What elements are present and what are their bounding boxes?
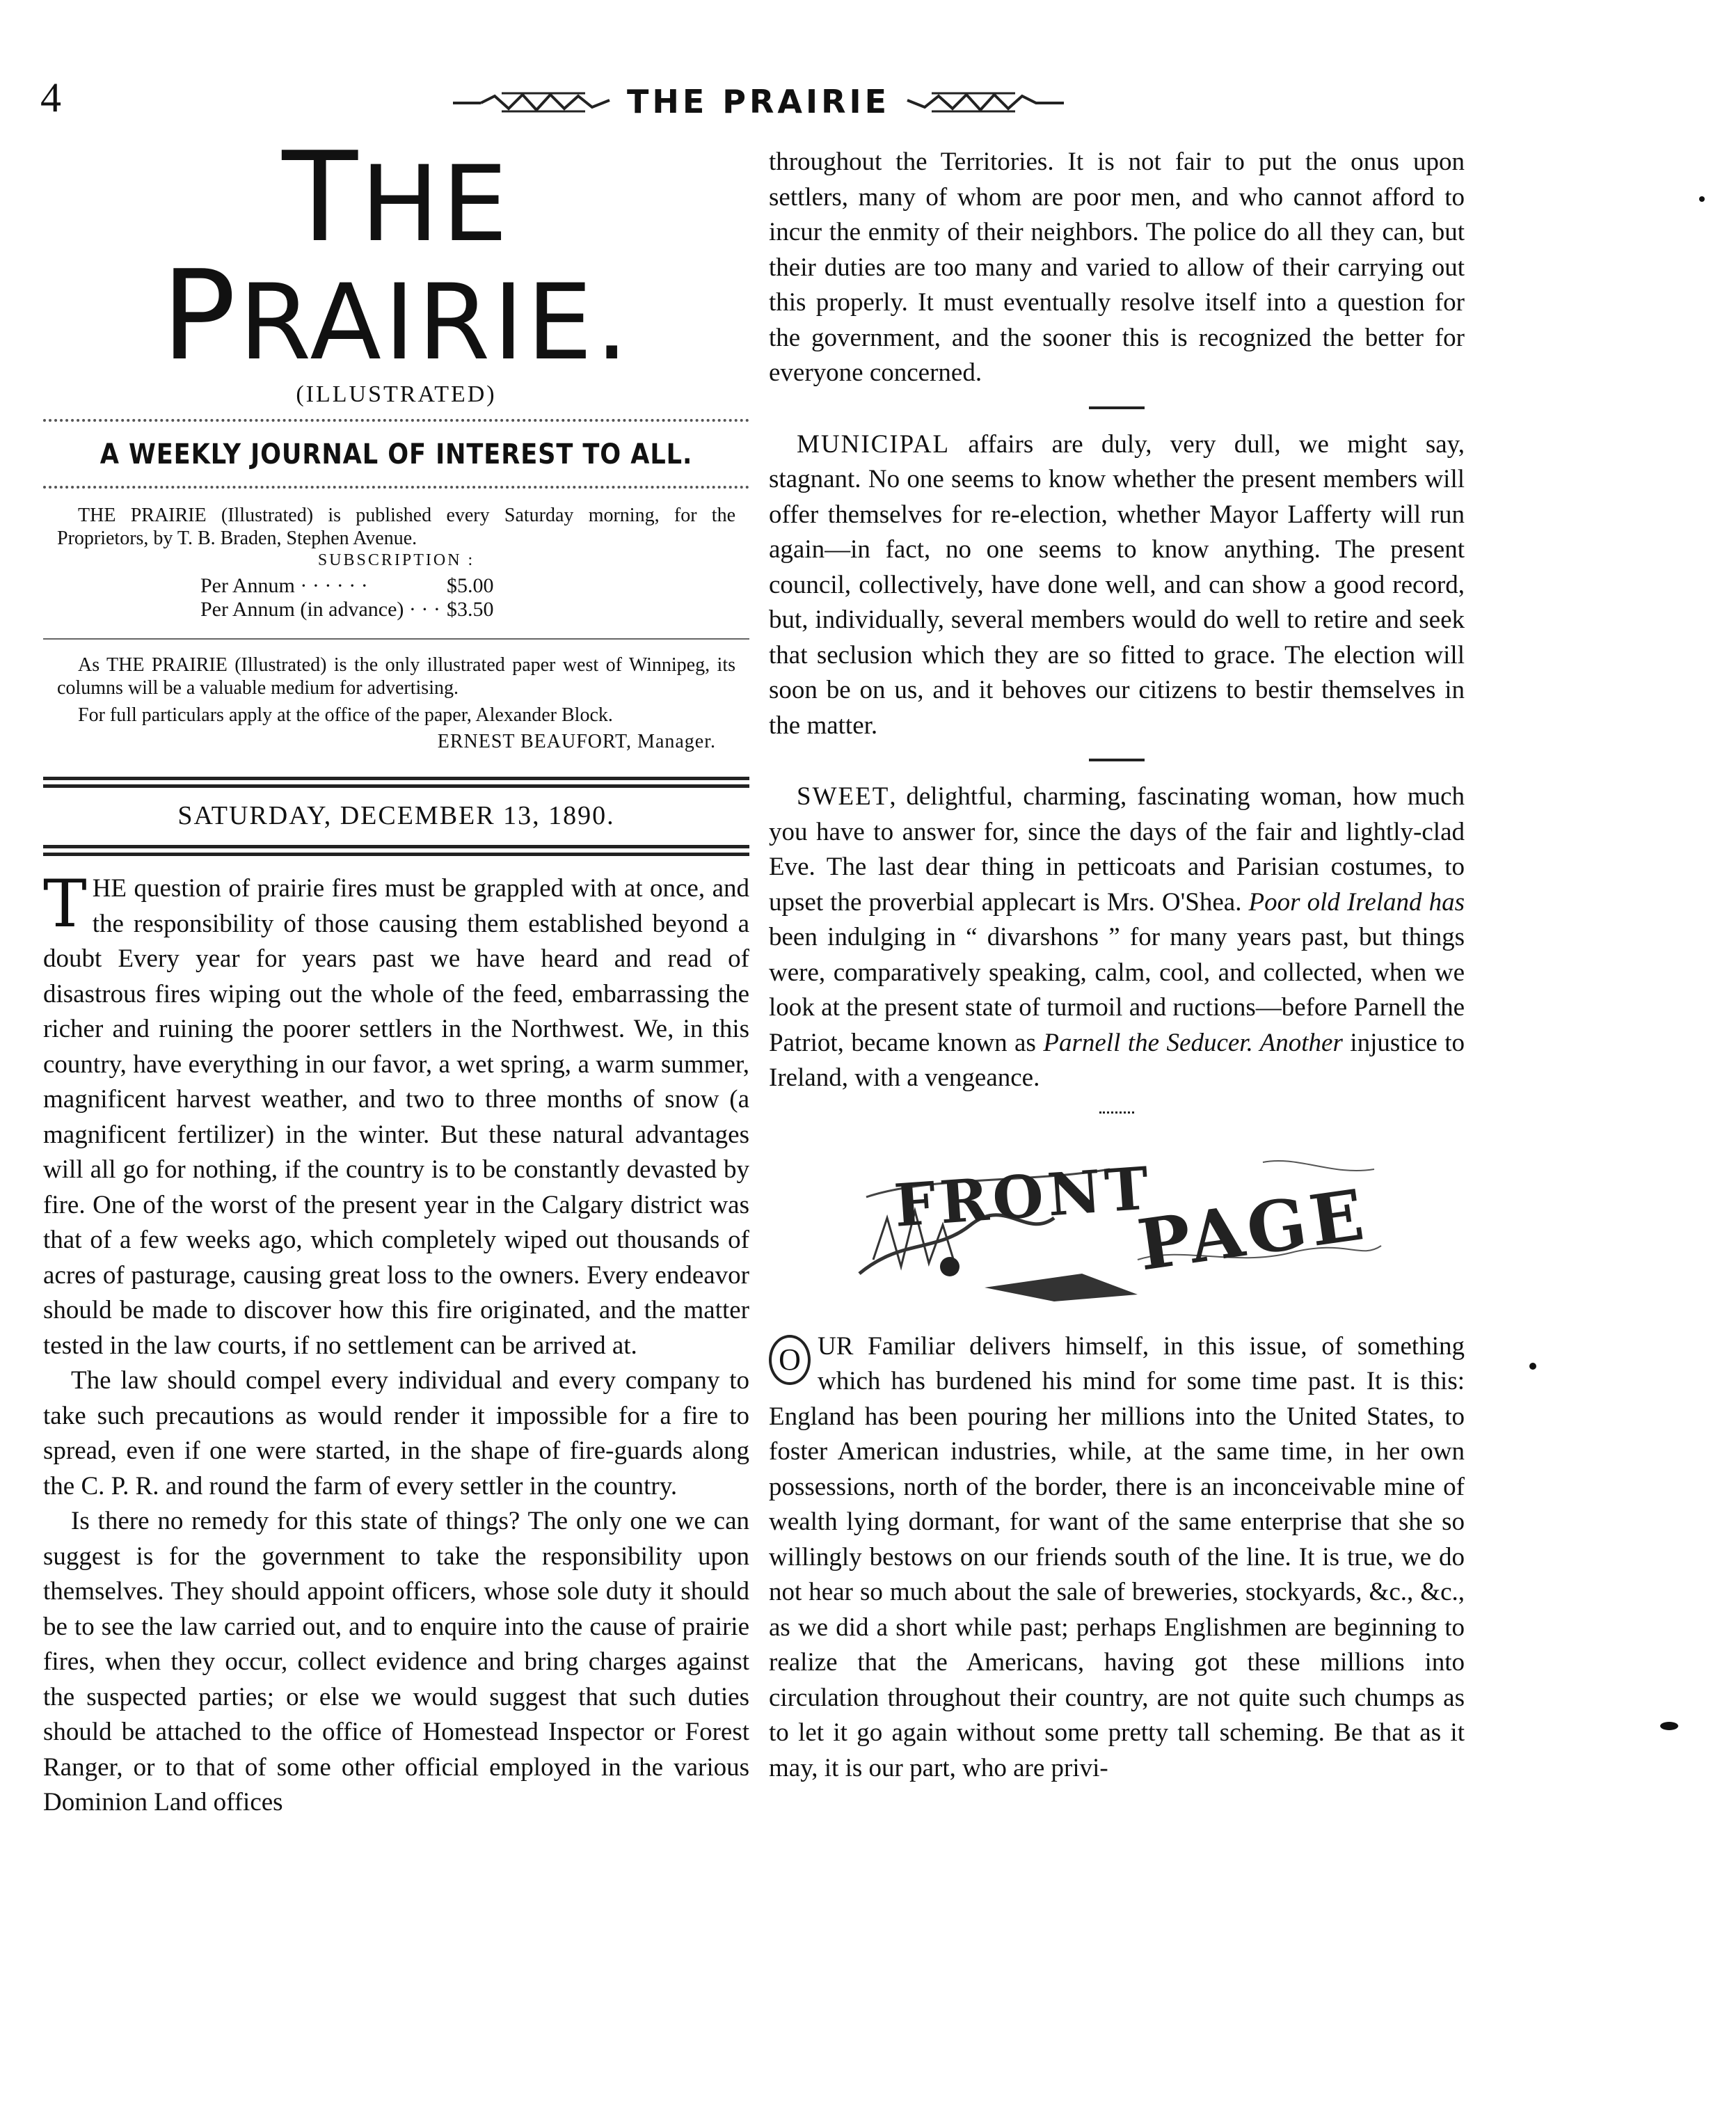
dateline: SATURDAY, DECEMBER 13, 1890. [177,801,615,830]
double-rule [43,845,749,856]
sweet-woman-paragraph: SWEET, delightful, charming, fascinating woman, how much you have to answer for, since the days of the fair and lightly-clad Eve. The last dear thing in petticoats and Parisian costumes, to upset the proverbial applecart is Mrs. O'Shea. Poor old Ireland has been indulging in “ divarshons ” for many years past, but things were, comparatively speaking, calm, cool, and collected, when we look at the present state of turmoil and ructions—before Parnell the Patriot, became known as Parnell the Seducer. Another injustice to Ireland, with a vengeance. [769,782,1465,1092]
drop-cap: O [769,1335,811,1385]
section-divider [1089,759,1145,761]
right-ornament-icon [904,88,1064,116]
thin-divider [43,638,749,640]
left-ornament-icon [453,88,613,116]
advertising-note: As THE PRAIRIE (Illustrated) is the only illustrated paper west of Winnipeg, its columns will be a valuable medium for advertising. [57,654,735,699]
masthead-title: THE PRAIRIE. [161,125,632,388]
front-page-banner [845,1134,1388,1308]
left-column [43,125,749,1821]
ink-speck [1529,1363,1536,1370]
subscription-table [43,574,749,621]
fires-continuation: throughout the Territories. It is not fair to put the onus upon settlers, many of whom are poor men, and who cannot afford to incur the enmity of their neighbors. The police do all they can, but their duties are too many and varied to allow of their carrying out this properly. It must eventually resolve itself into a question for the government, and the sooner this is recognized the better for everyone concerned. [769,148,1465,387]
banner-front: FRONT [892,1153,1155,1240]
running-title: THE PRAIRIE [626,83,891,120]
subscription-row: Per Annum (in advance) · · · $3.50 [200,598,494,621]
right-column [769,139,1465,1786]
fires-paragraph-1: THE question of prairie fires must be grappled with at once, and the responsibility of those causing them established beyond a doubt Every year for years past we have heard and read of disastrous fires wiping out the whole of the feed, embarrassing the richer and ruining the poorer settlers in the Northwest. We, in this country, have everything in our favor, a wet spring, a warm summer, magnificent harvest weather, and two to three months of snow (a magnificent fertilizer) in the winter. But these natural advantages will all go for nothing, if the country is to be constantly devasted by fire. One of the worst of the present year in the Calgary district was that of a few weeks ago, which completely wiped out thousands of acres of pasturage, causing great loss to the owners. Every endeavor should be made to discover how this fire originated, and the matter tested in the law courts, if no settlement can be arrived at. [43,866,749,1360]
drop-cap: T [43,866,87,942]
subscription-heading: SUBSCRIPTION : [317,551,475,569]
subscription-row: Per Annum · · · · · · $5.00 [200,574,494,597]
fires-paragraph-3: Is there no remedy for this state of things? The only one we can suggest is for the government to take the responsibility upon themselves. They should appoint officers, whose sole duty it should be to see the law carried out, and to enquire into the cause of prairie fires, when they occur, collect evidence and bring charges against the suspected parties; or else we would suggest that such duties should be attached to the office of Homestead Inspector or Forest Ranger, or to that of some other official employed in the various Dominion Land offices [43,1507,749,1816]
double-rule [43,777,749,788]
fires-paragraph-2: The law should compel every individual and every company to take such precautions as would render it impossible for a fire to spread, even if one were started, in the shape of fire-guards along the C. P. R. and round the farm of every settler in the country. [43,1366,749,1501]
masthead-subtitle: (ILLUSTRATED) [296,381,497,407]
page-number: 4 [40,74,61,120]
banner-page: PAGE [1133,1173,1373,1286]
municipal-paragraph: MUNICIPAL affairs are duly, very dull, we might say, stagnant. No one seems to know whether the present members will offer themselves for re-election, whether Mayor Lafferty will run again—in fact, no one seems to know anything. The present council, collectively, have done well, and can show a good record, but, individually, several members would do well to retire and seek that seclusion which they are so fitted to grace. The election will soon be on us, and it behoves our citizens to bestir themselves in the matter. [769,429,1465,740]
ink-speck [1699,196,1705,202]
manager-signature: ERNEST BEAUFORT, Manager. [437,731,716,752]
journal-tagline: A WEEKLY JOURNAL OF INTEREST TO ALL. [99,438,693,470]
publication-note: THE PRAIRIE (Illustrated) is published every Saturday morning, for the Proprietors, by T. B. Braden, Stephen Avenue. [57,505,735,549]
section-divider [1099,1111,1134,1114]
ink-speck [1660,1722,1678,1730]
running-head [445,82,1072,121]
particulars-note: For full particulars apply at the office of the paper, Alexander Block. [78,704,613,726]
dotted-divider [43,486,749,489]
front-page-paragraph: O UR Familiar delivers himself, in this issue, of something which has burdened his mind for some time past. It is this: England has been pouring her millions into the United States, to foster American industries, while, at the same time, in her own possessions, north of the border, there is an inconceivable mine of wealth lying dormant, for want of the same enterprise that she so willingly bestows on our friends south of the line. It is true, we do not hear so much about the sale of breweries, stockyards, &c., &c., as we did a short while past; perhaps Englishmen are beginning to realize that the Americans, having got these millions into circulation throughout their country, are not quite such chumps as to let it go again without some pretty tall scheming. Be that as it may, it is our part, who are privi- [769,1331,1465,1782]
section-divider [1089,406,1145,409]
dotted-divider [43,419,749,422]
